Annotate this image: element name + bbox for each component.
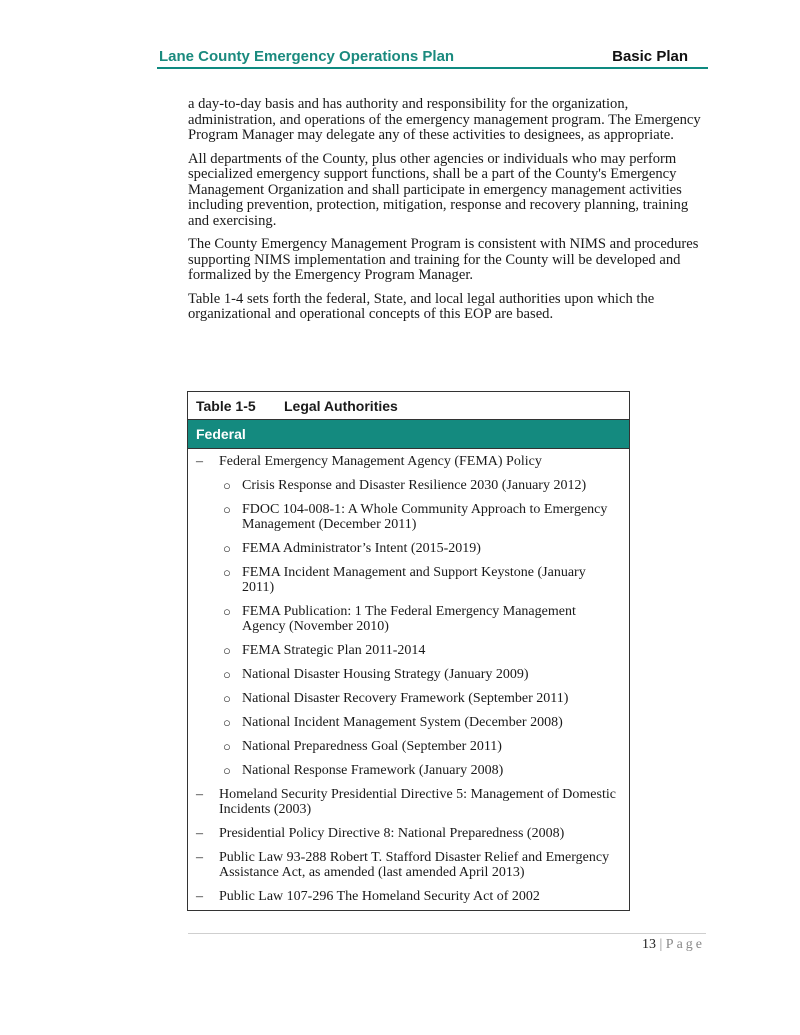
list-item: [196, 454, 621, 469]
page-label: Page: [665, 937, 705, 952]
footer-divider: [188, 933, 706, 934]
list-item-text: National Disaster Housing Strategy (January 2009): [242, 667, 529, 682]
paragraph: a day-to-day basis and has authority and responsibility for the organization, administration, and operations of the emergency management program. The Emergency Program Manager may delegate any of these activities to designees, as appropriate.: [188, 96, 701, 143]
dash-marker: –: [196, 826, 203, 841]
circle-bullet-icon: ○: [223, 541, 231, 556]
dash-marker: –: [196, 889, 203, 904]
table-section-header: Federal: [188, 420, 629, 449]
authority-list: [188, 449, 629, 910]
circle-bullet-icon: ○: [223, 715, 231, 730]
paragraph: All departments of the County, plus other agencies or individuals who may perform specialized emergency support functions, shall be a part of the County's Emergency Management Organization and shall participate in emergency management activities including prevention, protection, mitigation, response and recovery planning, training and exercising.: [188, 150, 689, 229]
section-title: Basic Plan: [612, 48, 688, 65]
table-number: Table 1-5: [196, 397, 256, 414]
list-item-text: Federal Emergency Management Agency (FEMA) Policy: [219, 454, 542, 469]
paragraph: The County Emergency Management Program is consistent with NIMS and procedures supporting NIMS implementation and training for the County will be developed and formalized by the Emergency Program Manager.: [188, 236, 699, 283]
list-item-text: National Preparedness Goal (September 2011): [242, 739, 502, 754]
list-item: [196, 565, 621, 595]
list-item-text: Crisis Response and Disaster Resilience 2030 (January 2012): [242, 478, 587, 493]
circle-bullet-icon: ○: [223, 502, 231, 517]
list-item: [196, 667, 621, 682]
list-item: [196, 889, 621, 904]
dash-marker: –: [196, 850, 203, 865]
page-number: 13: [641, 937, 656, 952]
list-item: [196, 643, 621, 658]
circle-bullet-icon: ○: [223, 691, 231, 706]
list-item-text: FEMA Incident Management and Support Keystone (January 2011): [242, 565, 586, 595]
list-item-text: Presidential Policy Directive 8: National Preparedness (2008): [219, 826, 565, 841]
legal-authorities-table: [187, 391, 630, 911]
list-item-text: FEMA Strategic Plan 2011-2014: [242, 643, 426, 658]
page-footer: [642, 937, 705, 953]
list-item: [196, 541, 621, 556]
paragraph: Table 1-4 sets forth the federal, State, and local legal authorities upon which the organizational and operational concepts of this EOP are based.: [188, 290, 655, 322]
page-header: [157, 47, 708, 69]
circle-bullet-icon: ○: [223, 667, 231, 682]
list-item: [196, 604, 621, 634]
table-title: Legal Authorities: [284, 397, 398, 414]
list-item-text: National Response Framework (January 2008): [242, 763, 504, 778]
list-item-text: Public Law 107-296 The Homeland Security Act of 2002: [219, 889, 540, 904]
list-item-text: FDOC 104-008-1: A Whole Community Approach to Emergency Management (December 2011): [242, 502, 608, 532]
list-item: [196, 763, 621, 778]
list-item-text: FEMA Administrator’s Intent (2015-2019): [242, 541, 481, 556]
circle-bullet-icon: ○: [223, 565, 231, 580]
list-item: [196, 850, 621, 880]
table-caption: [188, 392, 629, 420]
dash-marker: –: [196, 454, 203, 469]
circle-bullet-icon: ○: [223, 763, 231, 778]
footer-separator: |: [659, 937, 663, 952]
list-item-text: National Disaster Recovery Framework (September 2011): [242, 691, 569, 706]
list-item-text: FEMA Publication: 1 The Federal Emergency Management Agency (November 2010): [242, 604, 576, 634]
list-item: [196, 739, 621, 754]
list-item: [196, 715, 621, 730]
circle-bullet-icon: ○: [223, 478, 231, 493]
circle-bullet-icon: ○: [223, 739, 231, 754]
list-item: [196, 787, 621, 817]
dash-marker: –: [196, 787, 203, 802]
body-text: [188, 97, 708, 331]
list-item-text: National Incident Management System (December 2008): [242, 715, 563, 730]
circle-bullet-icon: ○: [223, 604, 231, 619]
list-item: [196, 691, 621, 706]
list-item-text: Homeland Security Presidential Directive 5: Management of Domestic Incidents (2003): [219, 787, 616, 817]
list-item-text: Public Law 93-288 Robert T. Stafford Disaster Relief and Emergency Assistance Act, as amended (last amended April 2013): [219, 850, 610, 880]
document-title: Lane County Emergency Operations Plan: [159, 48, 455, 65]
list-item: [196, 478, 621, 493]
list-item: [196, 502, 621, 532]
circle-bullet-icon: ○: [223, 643, 231, 658]
list-item: [196, 826, 621, 841]
